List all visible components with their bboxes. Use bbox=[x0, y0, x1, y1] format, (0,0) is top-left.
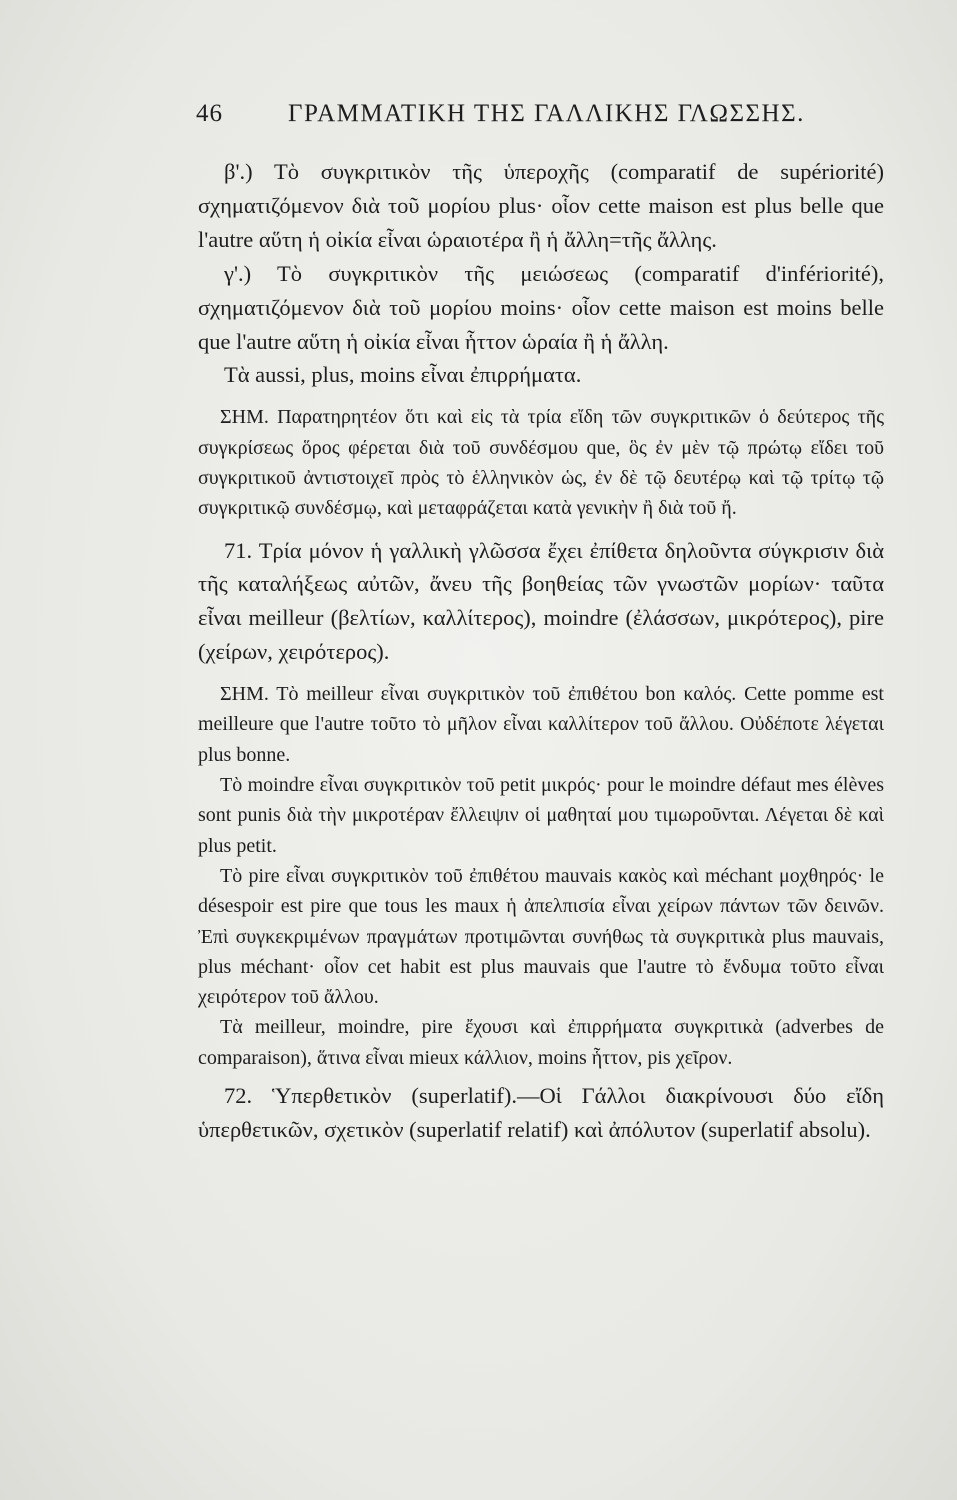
note-moindre: Τὸ moindre εἶναι συγκριτικὸν τοῦ petit μικρός· pour le moindre défaut mes élèves sont punis διὰ τὴν μικροτέραν ἔλλειψιν οἱ μαθηταί μου τιμωροῦνται. Λέγεται δὲ καὶ plus petit. bbox=[198, 774, 884, 857]
note-comparative-adverbs: Τὰ meilleur, moindre, pire ἔχουσι καὶ ἐπιρρήματα συγκριτικὰ (adverbes de comparaison), ἅτινα εἶναι mieux κάλλιον, moins ἧττον, pis χεῖρον. bbox=[198, 1016, 884, 1069]
note-comparison-que: ΣΗΜ. Παρατηρητέον ὅτι καὶ εἰς τὰ τρία εἴδη τῶν συγκριτικῶν ὁ δεύτερος τῆς συγκρίσεως ὅρος φέρεται διὰ τοῦ συνδέσμου que, ὃς ἐν μὲν τῷ πρώτῳ εἴδει τοῦ συγκριτικοῦ ἀντιστοιχεῖ πρὸς τὸ ἑλληνικὸν ὡς, ἐν δὲ τῷ δευτέρῳ καὶ τῷ τρίτῳ τῷ συγκριτικῷ συνδέσμῳ, καὶ μεταφράζεται κατὰ γενικὴν ἢ διὰ τοῦ ἤ. bbox=[198, 406, 884, 520]
page-header bbox=[196, 100, 886, 136]
section-71: 71. Τρία μόνον ἡ γαλλικὴ γλῶσσα ἔχει ἐπίθετα δηλοῦντα σύγκρισιν διὰ τῆς καταλήξεως αὐτῶν, ἄνευ τῆς βοηθείας τῶν γνωστῶν μορίων· ταῦτα εἶναι meilleur (βελτίων, καλλίτερος), moindre (ἐλάσσων, μικρότερος), pire (χείρων, χειρότερος). bbox=[198, 537, 884, 665]
paragraph-adverbs: Τὰ aussi, plus, moins εἶναι ἐπιρρήματα. bbox=[224, 362, 582, 388]
note-meilleur: ΣΗΜ. Τὸ meilleur εἶναι συγκριτικὸν τοῦ ἐπιθέτου bon καλός. Cette pomme est meilleure que l'autre τοῦτο τὸ μῆλον εἶναι καλλίτερον τοῦ ἄλλου. Οὐδέποτε λέγεται plus bonne. bbox=[198, 683, 884, 766]
page-body bbox=[198, 155, 884, 1147]
paragraph-comparative-inferiority: γ'.) Τὸ συγκριτικὸν τῆς μειώσεως (comparatif d'infériorité), σχηματιζόμενον διὰ τοῦ μορίου moins· οἷον cette maison est moins belle que l'autre αὕτη ἡ οἰκία εἶναι ἧττον ὡραία ἢ ἡ ἄλλη. bbox=[198, 260, 884, 354]
section-72: 72. Ὑπερθετικὸν (superlatif).—Οἱ Γάλλοι διακρίνουσι δύο εἴδη ὑπερθετικῶν, σχετικὸν (superlatif relatif) καὶ ἀπόλυτον (superlatif absolu). bbox=[198, 1083, 884, 1142]
page-number: 46 bbox=[196, 100, 223, 127]
note-pire: Τὸ pire εἶναι συγκριτικὸν τοῦ ἐπιθέτου mauvais κακὸς καὶ méchant μοχθηρός· le désespoir est pire que tous les maux ἡ ἀπελπισία εἶναι χείρων πάντων τῶν δεινῶν. Ἐπὶ συγκεκριμένων πραγμάτων προτιμῶνται συνήθως τὰ συγκριτικὰ plus mauvais, plus méchant· οἷον cet habit est plus mauvais que l'autre τὸ ἔνδυμα τοῦτο εἶναι χειρότερον τοῦ ἄλλου. bbox=[198, 864, 884, 1009]
running-title: ΓΡΑΜΜΑΤΙΚΗ ΤΗΣ ΓΑΛΛΙΚΗΣ ΓΛΩΣΣΗΣ. bbox=[288, 100, 805, 127]
paragraph-comparative-superiority: β'.) Τὸ συγκριτικὸν τῆς ὑπεροχῆς (comparatif de supériorité) σχηματιζόμενον διὰ τοῦ μορίου plus· οἷον cette maison est plus belle que l'autre αὕτη ἡ οἰκία εἶναι ὡραιοτέρα ἢ ἡ ἄλλη=τῆς ἄλλης. bbox=[198, 159, 884, 252]
